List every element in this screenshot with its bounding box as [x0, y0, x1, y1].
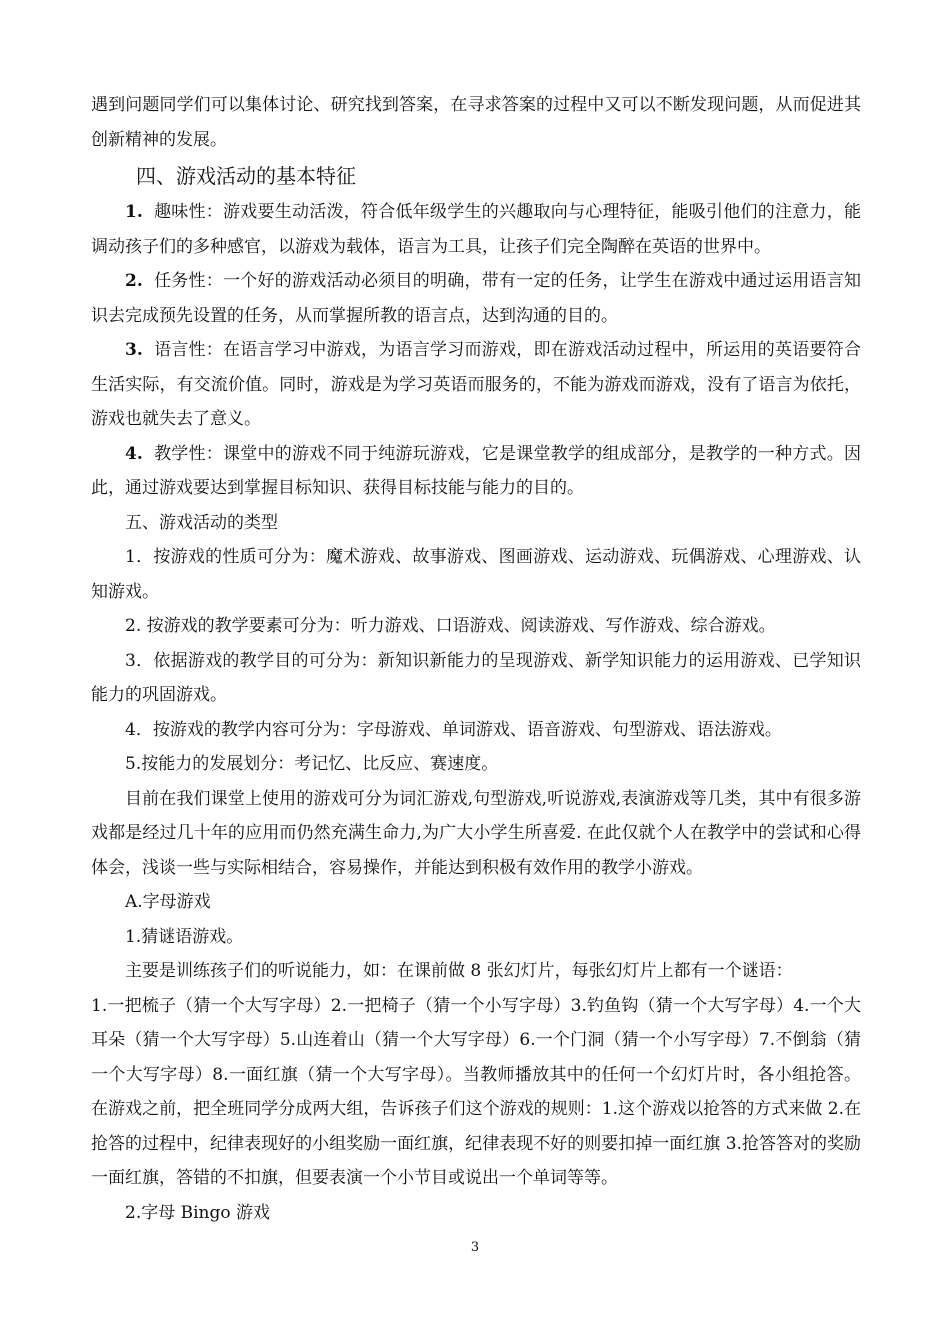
type-item-2: 2. 按游戏的教学要素可分为：听力游戏、口语游戏、阅读游戏、写作游戏、综合游戏。 [125, 616, 776, 636]
type-item-5: 5.按能力的发展划分：考记忆、比反应、赛速度。 [125, 754, 499, 774]
feature-item-3 [91, 333, 861, 437]
feature-item-2 [91, 264, 861, 333]
feature-text: 语言性：在语言学习中游戏，为语言学习而游戏，即在游戏活动过程中，所运用的英语要符合生活实际，有交流价值。同时，游戏是为学习英语而服务的，不能为游戏而游戏，没有了语言为依托，游戏也就失去了意义。 [91, 340, 862, 429]
game-heading-2: 2.字母 Bingo 游戏 [125, 1202, 271, 1223]
feature-item-4 [91, 437, 861, 506]
section-heading-5: 五、游戏活动的类型 [125, 512, 278, 533]
section-heading-4: 四、游戏活动的基本特征 [136, 164, 356, 188]
feature-text: 趣味性：游戏要生动活泼，符合低年级学生的兴趣取向与心理特征，能吸引他们的注意力，能调动孩子们的多种感官，以游戏为载体，语言为工具，让孩子们完全陶醉在英语的世界中。 [91, 202, 862, 257]
feature-number: 2. [125, 271, 143, 291]
feature-number: 4. [125, 443, 143, 464]
feature-text: 教学性：课堂中的游戏不同于纯游玩游戏，它是课堂教学的组成部分，是教学的一种方式。因此，通过游戏要达到掌握目标知识、获得目标技能与能力的目的。 [91, 443, 862, 498]
feature-text: 任务性：一个好的游戏活动必须目的明确，带有一定的任务，让学生在游戏中通过运用语言知识去完成预先设置的任务，从而掌握所教的语言点，达到沟通的目的。 [91, 271, 862, 326]
riddle-list-paragraph: 1.一把梳子（猜一个大写字母）2.一把椅子（猜一个小写字母）3.钓鱼钩（猜一个大写字母）4.一个大耳朵（猜一个大写字母）5.山连着山（猜一个大写字母）6.一个门洞（猜一个小写字母）7.不倒翁（猜一个大写字母）8.一面红旗（猜一个大写字母）。当教师播放其中的任何一个幻灯片时，各小组抢答。在游戏之前，把全班同学分成两大组，告诉孩子们这个游戏的规则：1.这个游戏以抢答的方式来做 2.在抢答的过程中，纪律表现好的小组奖励一面红旗，纪律表现不好的则要扣掉一面红旗 3.抢答答对的奖励一面红旗，答错的不扣旗，但要表演一个小节目或说出一个单词等等。 [91, 995, 861, 1188]
paragraph-continuation: 遇到问题同学们可以集体讨论、研究找到答案，在寻求答案的过程中又可以不断发现问题，从而促进其创新精神的发展。 [91, 95, 861, 150]
type-item-4: 4．按游戏的教学内容可分为：字母游戏、单词游戏、语音游戏、句型游戏、语法游戏。 [125, 719, 782, 740]
feature-number: 1. [125, 202, 143, 222]
type-item-3: 3．依据游戏的教学目的可分为：新知识新能力的呈现游戏、新学知识能力的运用游戏、已学知识能力的巩固游戏。 [91, 650, 861, 705]
game-heading-1: 1.猜谜语游戏。 [125, 926, 244, 947]
page-number: 3 [470, 1240, 480, 1255]
page-body [91, 88, 861, 1230]
subsection-heading-a: A.字母游戏 [125, 892, 211, 912]
feature-item-1 [91, 195, 861, 264]
body-paragraph: 目前在我们课堂上使用的游戏可分为词汇游戏,句型游戏,听说游戏,表演游戏等几类，其中有很多游戏都是经过几十年的应用而仍然充满生命力,为广大小学生所喜爱. 在此仅就个人在教学中的尝试和心得体会，浅谈一些与实际相结合，容易操作，并能达到积极有效作用的教学小游戏。 [91, 788, 861, 878]
type-item-1: 1．按游戏的性质可分为：魔术游戏、故事游戏、图画游戏、运动游戏、玩偶游戏、心理游戏、认知游戏。 [91, 547, 861, 602]
body-paragraph: 主要是训练孩子们的听说能力，如：在课前做 8 张幻灯片，每张幻灯片上都有一个谜语： [125, 961, 793, 981]
feature-number: 3. [125, 340, 143, 360]
